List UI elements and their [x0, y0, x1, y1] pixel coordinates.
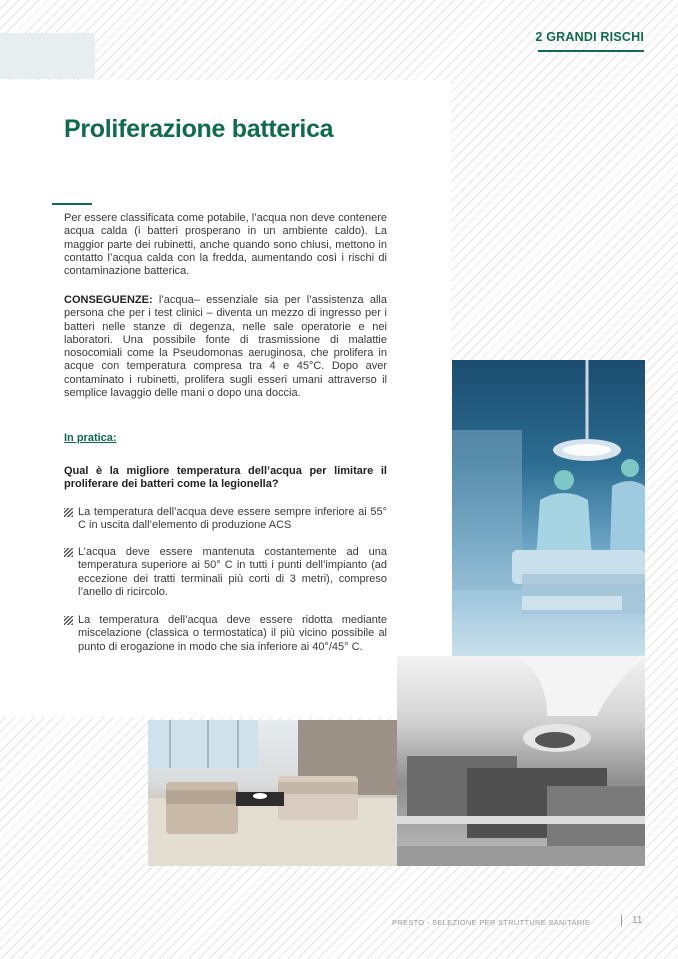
page-number: 11 [632, 915, 643, 926]
section-tag: 2 GRANDI RISCHI [535, 30, 644, 44]
bullet-item [64, 506, 387, 533]
surgery-photo [452, 360, 645, 656]
food-service-photo [397, 656, 645, 866]
bullet-item [64, 546, 387, 599]
lounge-photo [148, 720, 398, 866]
hatch-bullet-icon [64, 616, 73, 625]
consequences-paragraph [64, 294, 387, 400]
footer-text: PRESTO - SELEZIONE PER STRUTTURE SANITARIE [392, 918, 591, 927]
hatch-bullet-icon [64, 548, 73, 557]
footer-separator [621, 915, 622, 926]
bullet-text: L’acqua deve essere mantenuta costantemente ad una temperatura superiore ai 50° C in tutti i punti dell’impianto (ad eccezione dei tratti terminali più corti di 3 metri), compreso l’anello di ricircolo. [78, 546, 387, 598]
in-pratica-heading: In pratica: [64, 432, 117, 444]
section-underline [538, 50, 644, 52]
consequences-label: CONSEGUENZE: [64, 294, 153, 306]
corner-decoration [0, 33, 95, 79]
bullet-text: La temperatura dell’acqua deve essere sempre inferiore ai 55° C in uscita dall’elemento di produzione ACS [78, 506, 387, 532]
page-title: Proliferazione batterica [64, 115, 334, 143]
consequences-text: l’acqua– essenziale sia per l’assistenza alla persona che per i test clinici – diventa un mezzo di ingresso per i batteri nelle stanze di degenza, nelle sale operatorie e nei laboratori. Una possibile fonte di trasmissione di malattie nosocomiali come la Pseudomonas aeruginosa, che prolifera in acque con temperatura compresa tra 4 e 45°C. Dopo aver contaminato i rubinetti, prolifera sugli esseri umani attraverso il semplice lavaggio delle mani o dopo una doccia. [64, 294, 387, 400]
bullet-text: La temperatura dell’acqua deve essere ridotta mediante miscelazione (classica o termostatica) il più vicino possibile al punto di erogazione in modo che sia inferiore ai 40°/45° C. [78, 614, 387, 653]
hatch-bullet-icon [64, 508, 73, 517]
bullet-item [64, 614, 387, 654]
title-rule [52, 203, 92, 205]
intro-paragraph: Per essere classificata come potabile, l’acqua non deve contenere acqua calda (i batteri prosperano in un ambiente caldo). La maggior parte dei rubinetti, anche quando sono chiusi, mettono in contatto l’acqua calda con la fredda, aumentando così i rischi di contaminazione batterica. [64, 212, 387, 278]
question-text: Qual è la migliore temperatura dell’acqua per limitare il proliferare dei batteri come la legionella? [64, 465, 387, 491]
